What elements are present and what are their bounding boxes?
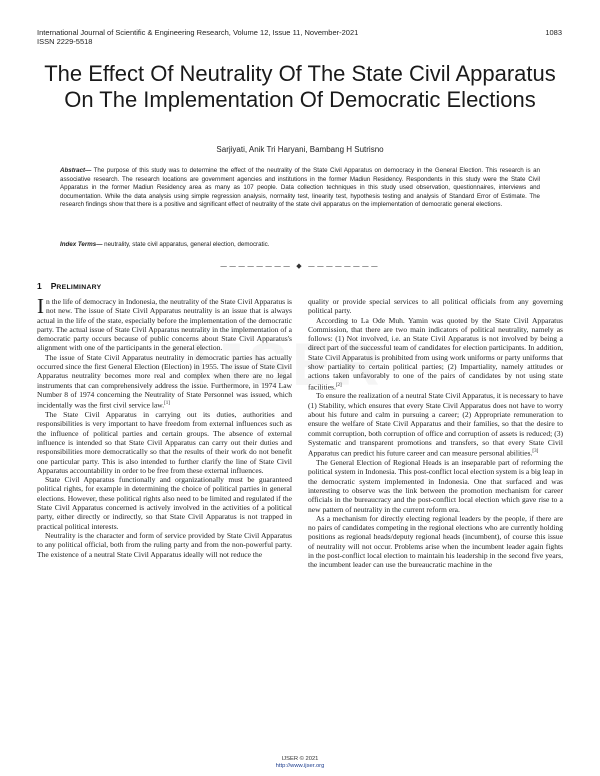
paragraph: [308, 391, 563, 458]
paragraph-text: According to La Ode Muh. Yamin was quoted by the State Civil Apparatus Commission, that there are two main indicators of political neutrality, namely as follows: (1) Not involved, i.e. an State Civil Apparatus is not involved by being a direct part of the successful team of candidates for election participants. In addition, State Civil Apparatus is prohibited from using work uniforms or party uniforms that show partiality to certain political parties; (2) Impartiality, namely attitudes or actions taken unfavorably to one of the pairs of candidates by not using state facilities.: [308, 315, 563, 392]
page-number: 1083: [545, 28, 562, 37]
abstract: [60, 167, 540, 210]
issn: ISSN 2229-5518: [37, 37, 93, 46]
footer-copyright: IJSER © 2021: [281, 756, 319, 762]
left-column: [37, 294, 292, 559]
page-footer: [0, 756, 600, 770]
paragraph-text: The State Civil Apparatus in carrying out its duties, authorities and responsibilities is very important to have freedom from external influences such as the influence of political parties and certain groups. The absence of external influence is intended so that State Civil Apparatus can carry out their duties and responsibilities more democratically so that the results of their work do not benefit one particular party. This is also intended to further clarify the line of State Civil Apparatus accountability in order to be free from these external influences.: [37, 410, 292, 475]
right-column: [308, 297, 563, 570]
paragraph: [37, 410, 292, 475]
paragraph-text: State Civil Apparatus functionally and organizationally must be guaranteed political rights, for example in determining the choice of political parties in general elections. However, these political rights also need to be limited and regulated if the State Civil Apparatus concerned is actively involved in the activities of a political party, either directly or indirectly, so that State Civil Apparatus is not trapped in practical political interests.: [37, 475, 292, 531]
index-terms-label: Index Terms—: [60, 241, 103, 248]
paragraph-text: n the life of democracy in Indonesia, the neutrality of the State Civil Apparatus is not new. The issue of State Civil Apparatus neutrality is an issue that is always actual in the life of the state, especially before the implementation of the democratic party. The actual issue of State Civil Apparatus neutrality in the implementation of a democratic party occurs because of public concerns about State Civil Apparatus's alignment with one of the participants in the general election.: [37, 297, 292, 353]
section-number: 1: [37, 281, 42, 291]
paragraph: [308, 458, 563, 514]
citation-ref: [3]: [532, 449, 539, 455]
paragraph-text: As a mechanism for directly electing regional leaders by the people, if there are no pairs of candidates competing in the regional elections who are currently holding positions as regional heads/deputy regional heads (incumbent), of course this issue of neutrality will not occur. Problems arise when the incumbent leader again fights in the post-conflict local election to maintain his leadership in the second five years, the incumbent leader can use the bureaucratic machine in the: [308, 513, 563, 570]
section-first-letter: P: [50, 281, 57, 291]
paragraph-text: Neutrality is the character and form of service provided by State Civil Apparatus to any political official, both from the ruling party and from the non-powerful party. The existence of a neutral State Civil Apparatus ideally will not reduce the: [37, 530, 292, 559]
paragraph-text: The issue of State Civil Apparatus neutrality in democratic parties has actually occurred since the first General Election (Election) in 1955. The issue of State Civil Apparatus neutrality becomes more real and complex when there are no legal instruments that can comprehensively address the issue. Furthermore, in 1974 Law Number 8 of 1974 concerning the Neutrality of State Personnel was issued, which incidentally was the first civil service law.: [37, 352, 292, 410]
section-title-rest: RELIMINARY: [56, 284, 102, 291]
section-heading: [37, 281, 101, 291]
citation-ref: [1]: [164, 401, 170, 407]
index-terms-text: neutrality, state civil apparatus, general election, democratic.: [102, 241, 270, 248]
paragraph: [37, 531, 292, 559]
paragraph: [308, 316, 563, 392]
citation-ref: [2]: [335, 382, 342, 388]
authors: Sarjiyati, Anik Tri Haryani, Bambang H Sutrisno: [216, 145, 384, 154]
paper-title: The Effect Of Neutrality Of The State Civil Apparatus On The Implementation Of Democratic Elections: [44, 61, 556, 112]
journal-header: [37, 28, 358, 46]
paragraph: [37, 475, 292, 531]
index-terms: [60, 241, 540, 250]
paragraph-text: quality or provide special services to all political officials from any governing political party.: [308, 297, 563, 316]
paragraph-text: The General Election of Regional Heads is an inseparable part of reforming the political system in Indonesia. This post-conflict local election system is a big leap in the democratic system implemented in Indonesia. One that surfaced and was interesting to observe was the link between the promotion mechanism for career officials in the bureaucracy and the post-conflict local election which gave rise to a new pattern of neutrality in the current reform era.: [308, 458, 563, 514]
abstract-text: The purpose of this study was to determine the effect of the neutrality of the State Civil Apparatus on democracy in the General Election. This research is an associative research. The research locations are government agencies and institutions in the former Madiun Residency. Respondents in this study were the State Civil Apparatus in the former Madiun Residency area as many as 107 people. Data collection techniques in this study used observation, questionnaires, interviews and documentation. While the data analysis using simple regression analysis, normality test, linearity test, hypothesis testing and analysis of Standard Error of Estimate. The research findings show that there is a positive and significant effect of neutrality of the state civil apparatus on the implementation of democratic general elections.: [60, 167, 540, 209]
journal-line: International Journal of Scientific & Engineering Research, Volume 12, Issue 11, November-2021: [37, 28, 359, 37]
paragraph: [308, 297, 563, 316]
paragraph: [37, 353, 292, 410]
paragraph: [37, 294, 292, 353]
paragraph-text: To ensure the realization of a neutral State Civil Apparatus, it is necessary to have (1) Stability, which ensures that every State Civil Apparatus does not have to worry about his future and calm in pursuing a career; (2) Appropriate remuneration to ensure the welfare of State Civil Apparatus and their families, so that the desire to commit corruption, both corruption of office and corruption of assets is reduced; (3) Systematic and transparent promotions and transfers, so that every State Civil Apparatus can predict his future career and can measure personal abilities.: [308, 391, 563, 458]
drop-cap: I: [37, 294, 44, 318]
abstract-label: Abstract—: [60, 167, 92, 174]
paragraph: [308, 514, 563, 570]
footer-url-link[interactable]: http://www.ijser.org: [275, 763, 325, 769]
section-separator: ———————— ◆ ————————: [220, 262, 380, 270]
